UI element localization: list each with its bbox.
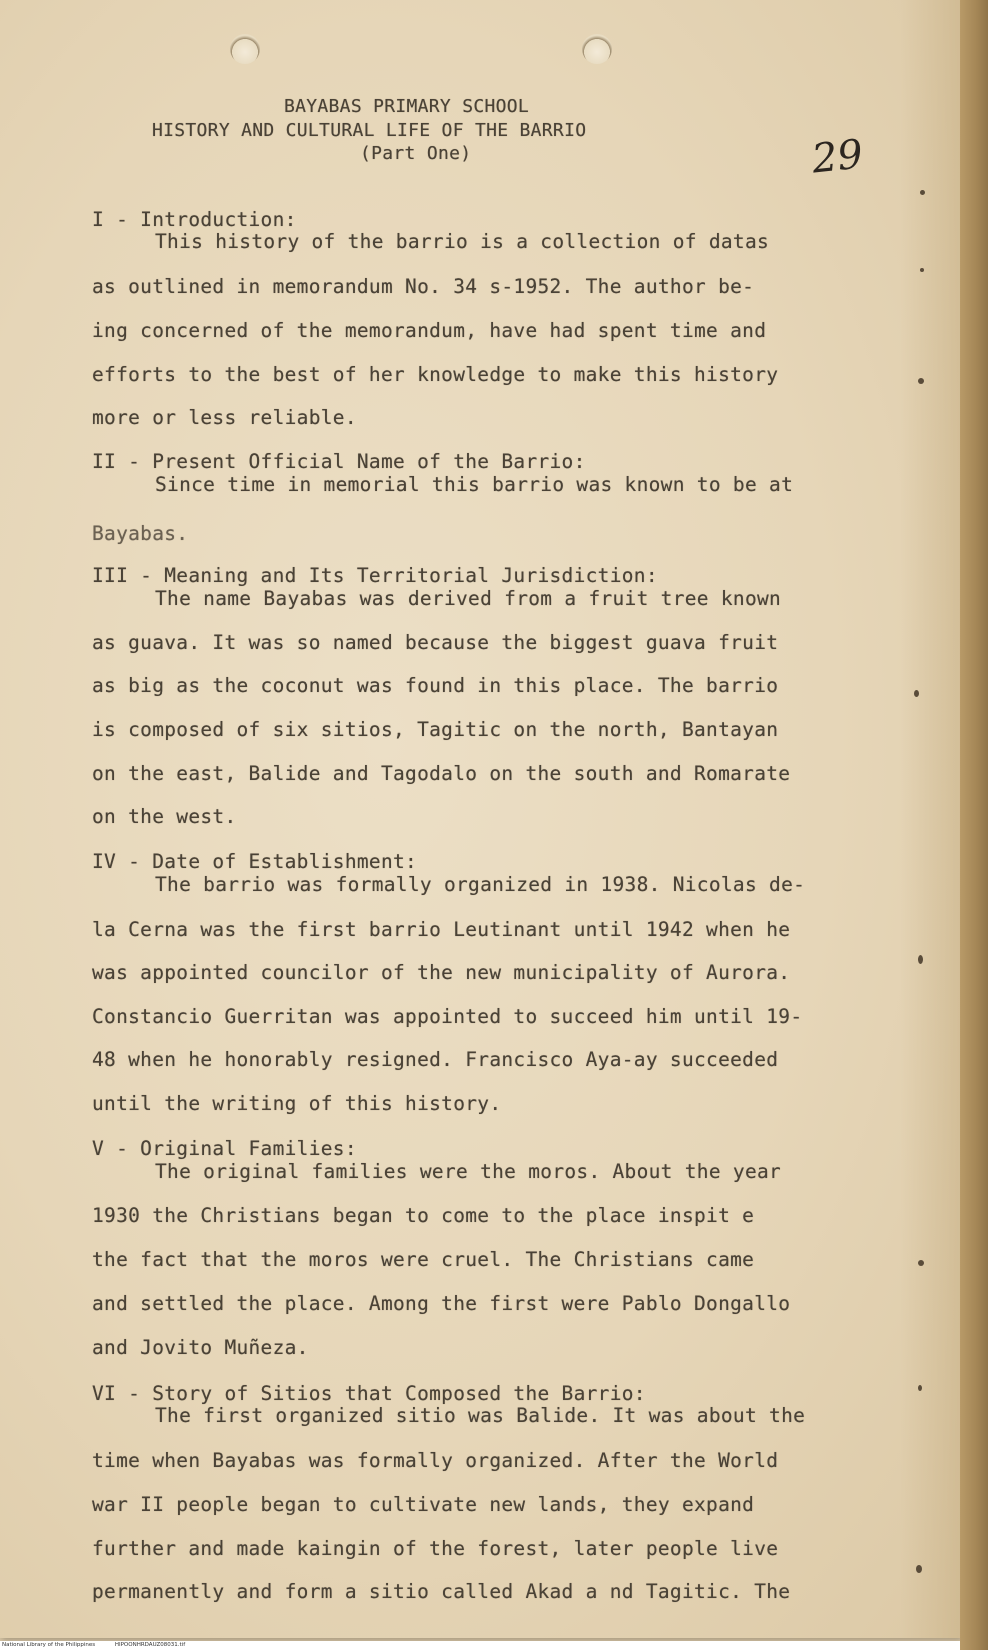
section-heading: II - Present Official Name of the Barrio: [92, 450, 586, 473]
school-name: BAYABAS PRIMARY SCHOOL [284, 96, 530, 117]
footer-file-id: HIPOONHRDAUZ08031.tif [114, 1642, 186, 1648]
paragraph-line: and Jovito Muñeza. [92, 1336, 309, 1359]
paragraph-line: on the west. [92, 805, 237, 828]
paragraph-line: further and made kaingin of the forest, later people live [92, 1537, 779, 1560]
paragraph-line: This history of the barrio is a collection of datas [155, 230, 770, 253]
document-part: (Part One) [360, 143, 472, 164]
paper-speck [918, 1260, 924, 1266]
paragraph-line: and settled the place. Among the first were Pablo Dongallo [92, 1292, 791, 1315]
section-heading: I - Introduction: [92, 208, 297, 231]
handwritten-page-number: 29 [809, 131, 866, 183]
paper-speck [920, 190, 925, 195]
paragraph-line: The original families were the moros. About the year [155, 1160, 782, 1183]
page-edge-shadow [900, 0, 960, 1638]
paper-speck [918, 378, 924, 384]
footer-library: National Library of the Philippines [2, 1642, 96, 1648]
paragraph-line: on the east, Balide and Tagodalo on the south and Romarate [92, 762, 791, 785]
section-heading: V - Original Families: [92, 1137, 357, 1160]
paper-speck [918, 955, 923, 964]
paragraph-line: the fact that the moros were cruel. The Christians came [92, 1248, 755, 1271]
paragraph-line: Constancio Guerritan was appointed to succeed him until 19- [92, 1005, 803, 1028]
paragraph-line: is composed of six sitios, Tagitic on the north, Bantayan [92, 718, 779, 741]
paragraph-line: Bayabas. [92, 522, 189, 545]
paragraph-line: ing concerned of the memorandum, have had spent time and [92, 319, 767, 342]
paper-speck [916, 1565, 922, 1573]
scan-footer [0, 1641, 960, 1650]
paper-speck [914, 690, 919, 697]
paragraph-line: as big as the coconut was found in this place. The barrio [92, 674, 779, 697]
paragraph-line: The barrio was formally organized in 1938. Nicolas de- [155, 873, 806, 896]
punch-hole [582, 34, 612, 64]
paragraph-line: Since time in memorial this barrio was known to be at [155, 473, 794, 496]
paragraph-line: permanently and form a sitio called Akad a nd Tagitic. The [92, 1580, 791, 1603]
paragraph-line: la Cerna was the first barrio Leutinant until 1942 when he [92, 918, 791, 941]
paragraph-line: The name Bayabas was derived from a fruit tree known [155, 587, 782, 610]
paper-speck [920, 268, 924, 272]
document-title: HISTORY AND CULTURAL LIFE OF THE BARRIO [152, 120, 587, 141]
paragraph-line: as guava. It was so named because the biggest guava fruit [92, 631, 779, 654]
paragraph-line: until the writing of this history. [92, 1092, 502, 1115]
paragraph-line: efforts to the best of her knowledge to make this history [92, 363, 779, 386]
paper-speck [918, 1385, 922, 1391]
paragraph-line: time when Bayabas was formally organized. After the World [92, 1449, 779, 1472]
punch-hole [230, 34, 260, 64]
paragraph-line: 48 when he honorably resigned. Francisco Aya-ay succeeded [92, 1048, 779, 1071]
paragraph-line: 1930 the Christians began to come to the place inspit e [92, 1204, 755, 1227]
binding-edge [960, 0, 988, 1650]
paragraph-line: was appointed councilor of the new municipality of Aurora. [92, 961, 791, 984]
section-heading: VI - Story of Sitios that Composed the Barrio: [92, 1382, 646, 1405]
paragraph-line: The first organized sitio was Balide. It was about the [155, 1404, 806, 1427]
paragraph-line: as outlined in memorandum No. 34 s-1952. The author be- [92, 275, 755, 298]
section-heading: III - Meaning and Its Territorial Jurisdiction: [92, 564, 658, 587]
paragraph-line: war II people began to cultivate new lands, they expand [92, 1493, 755, 1516]
paragraph-line: more or less reliable. [92, 406, 357, 429]
section-heading: IV - Date of Establishment: [92, 850, 418, 873]
